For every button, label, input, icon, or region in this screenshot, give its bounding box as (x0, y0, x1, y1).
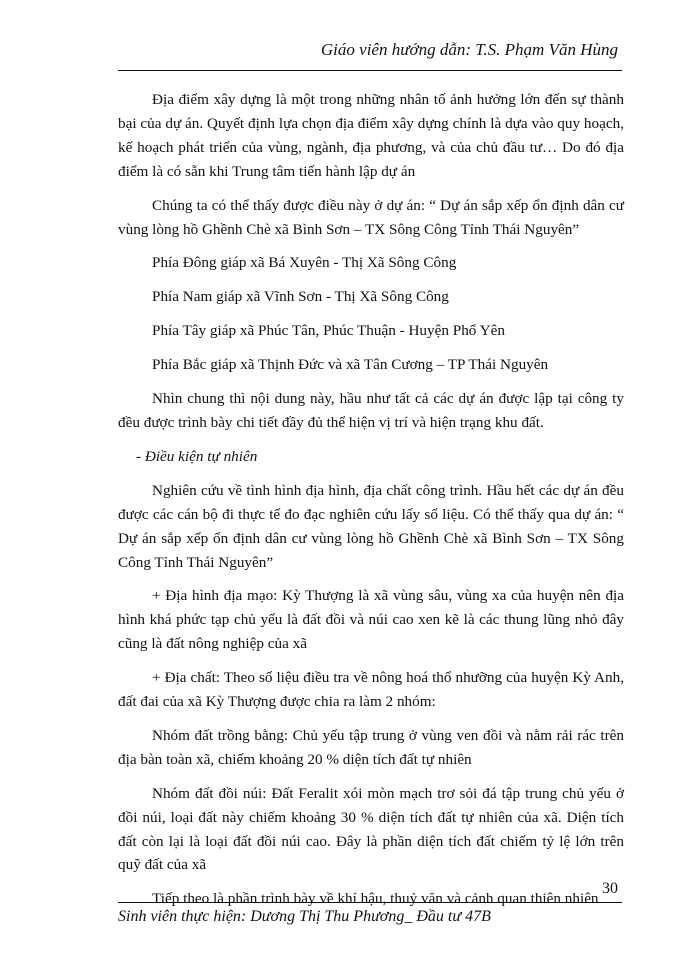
paragraph-topography: + Địa hình địa mạo: Kỳ Thượng là xã vùng sâu, vùng xa của huyện nên địa hình khá phức tạp chủ yếu là đất đồi và núi cao xen kẽ là các thung lũng nhỏ đây cũng là đất nông nghiệp của xã (118, 587, 624, 653)
paragraph-site-location: Địa điểm xây dựng là một trong những nhân tố ảnh hưởng lớn đến sự thành bại của dự án. Quyết định lựa chọn địa điểm xây dựng chính là dựa vào quy hoạch, kế hoạch phát triển của vùng, ngành, địa phương, và của chủ đầu tư… Do đó địa điểm là có sẵn khi Trung tâm tiến hành lập dự án (118, 91, 624, 180)
paragraph-east-border: Phía Đông giáp xã Bá Xuyên - Thị Xã Sông Công (152, 254, 457, 272)
paragraph-north-border: Phía Bắc giáp xã Thịnh Đức và xã Tân Cương – TP Thái Nguyên (152, 356, 549, 374)
page-header: Giáo viên hướng dẫn: T.S. Phạm Văn Hùng (320, 40, 618, 59)
paragraph-geology: + Địa chất: Theo số liệu điều tra về nông hoá thổ nhưỡng của huyện Kỳ Anh, đất đai của xã Kỳ Thượng được chia ra làm 2 nhóm: (118, 669, 624, 711)
paragraph-next-section: Tiếp theo là phần trình bày về khí hậu, thuỷ văn và cảnh quan thiên nhiên (152, 890, 599, 908)
paragraph-south-border: Phía Nam giáp xã Vĩnh Sơn - Thị Xã Sông Công (152, 288, 449, 306)
paragraph-flat-land: Nhóm đất trồng bằng: Chủ yếu tập trung ở vùng ven đồi và nằm rải rác trên địa bàn toàn xã, chiếm khoảng 20 % diện tích đất tự nhiên (118, 726, 624, 768)
section-heading-natural-conditions: - Điều kiện tự nhiên (136, 447, 258, 465)
page-number: 30 (602, 880, 618, 897)
paragraph-west-border: Phía Tây giáp xã Phúc Tân, Phúc Thuận - Huyện Phổ Yên (152, 322, 505, 340)
paragraph-project-example: Chúng ta có thể thấy được điều này ở dự án: “ Dự án sắp xếp ổn định dân cư vùng lòng hồ Ghềnh Chè xã Bình Sơn – TX Sông Công Tỉnh Thái Nguyên” (118, 196, 624, 238)
paragraph-hill-land: Nhóm đất đồi núi: Đất Feralit xói mòn mạch trơ sỏi đá tập trung chủ yếu ở đồi núi, loại đất này chiếm khoảng 30 % diện tích đất tự nhiên của xã. Diện tích đất còn lại là loại đất đồi núi cao. Đây là phần diện tích đất chiếm tỷ lệ lớn trên quỹ đất của xã (118, 784, 624, 874)
paragraph-summary: Nhìn chung thì nội dung này, hầu như tất cả các dự án được lập tại công ty đều được trình bày chi tiết đầy đủ thể hiện vị trí và hiện trạng khu đất. (118, 390, 624, 431)
paragraph-terrain-research: Nghiên cứu về tình hình địa hình, địa chất công trình. Hầu hết các dự án đều được các cán bộ đi thực tế đo đạc nghiên cứu lấy số liệu. Có thể thấy qua dự án: “ Dự án sắp xếp ổn định dân cư vùng lòng hồ Ghềnh Chè xã Bình Sơn – TX Sông Công Tỉnh Thái Nguyên” (118, 481, 624, 571)
page-footer: Sinh viên thực hiện: Dương Thị Thu Phương_ Đầu tư 47B (118, 908, 491, 925)
header-divider (118, 70, 622, 71)
footer-divider (118, 902, 622, 903)
page-body (118, 88, 624, 921)
